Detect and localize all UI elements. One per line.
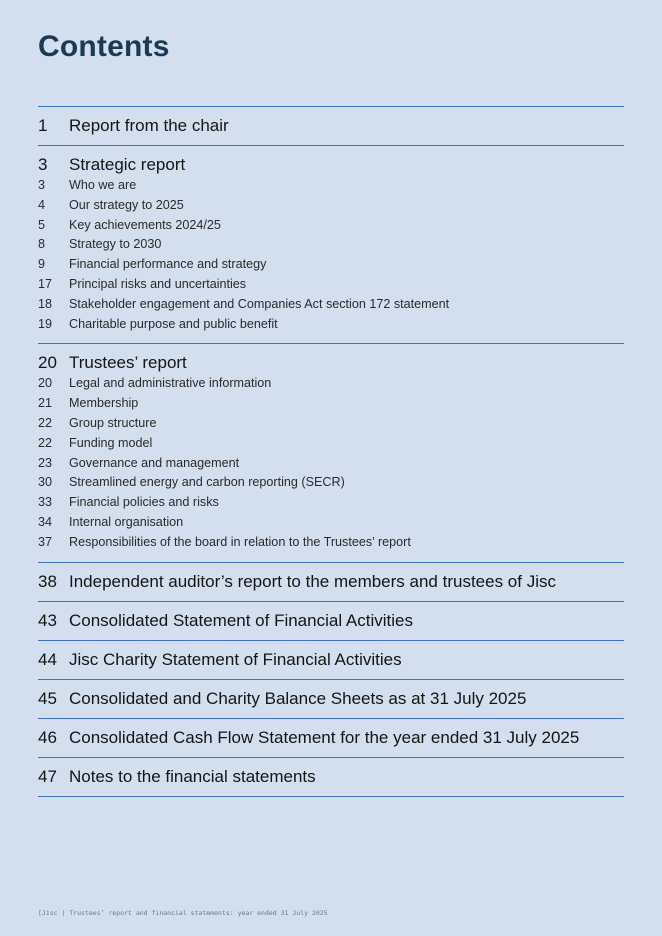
toc-section-heading[interactable] <box>38 352 624 373</box>
toc-subsection-item[interactable] <box>38 255 624 275</box>
subsection-title: Legal and administrative information <box>69 376 272 391</box>
section-title: Consolidated Cash Flow Statement for the year ended 31 July 2025 <box>69 727 580 747</box>
subsection-page-number: 3 <box>38 178 46 192</box>
toc-section-heading[interactable] <box>38 571 624 592</box>
toc-section-heading[interactable] <box>38 649 624 670</box>
toc-section <box>38 344 624 562</box>
toc-subsection-item[interactable] <box>38 176 624 196</box>
subsection-title: Key achievements 2024/25 <box>69 217 221 232</box>
section-page-number: 46 <box>38 727 57 747</box>
section-page-number: 20 <box>38 353 57 373</box>
toc-subsection-item[interactable] <box>38 235 624 255</box>
subsection-page-number: 22 <box>38 435 53 450</box>
subsection-page-number: 19 <box>38 316 53 331</box>
subsection-page-number: 20 <box>38 376 53 391</box>
subsection-title: Our strategy to 2025 <box>69 197 184 212</box>
toc-subsection-item[interactable] <box>38 533 624 553</box>
subsection-title: Charitable purpose and public benefit <box>69 316 278 331</box>
subsection-title: Group structure <box>69 415 157 430</box>
subsection-title: Strategy to 2030 <box>69 237 162 252</box>
section-title: Notes to the financial statements <box>69 766 316 786</box>
subsection-page-number: 17 <box>38 276 53 291</box>
subsection-page-number: 22 <box>38 415 53 430</box>
toc-section <box>38 758 624 797</box>
toc-subsection-item[interactable] <box>38 513 624 533</box>
toc-section <box>38 146 624 344</box>
toc-section <box>38 563 624 602</box>
section-title: Independent auditor’s report to the members and trustees of Jisc <box>69 571 556 591</box>
subsection-page-number: 33 <box>38 495 53 510</box>
toc-section <box>38 602 624 641</box>
section-page-number: 38 <box>38 571 57 591</box>
subsection-page-number: 18 <box>38 296 53 311</box>
toc-section <box>38 641 624 680</box>
subsection-title: Stakeholder engagement and Companies Act section 172 statement <box>69 296 450 311</box>
toc-subsection-list <box>38 176 624 334</box>
toc-section-heading[interactable] <box>38 727 624 748</box>
section-title: Jisc Charity Statement of Financial Activities <box>69 649 402 669</box>
table-of-contents <box>38 106 624 797</box>
subsection-page-number: 37 <box>38 534 53 549</box>
subsection-page-number: 21 <box>38 396 53 411</box>
toc-section-heading[interactable] <box>38 115 624 136</box>
toc-subsection-item[interactable] <box>38 473 624 493</box>
toc-section-heading[interactable] <box>38 610 624 631</box>
page-title: Contents <box>38 30 170 63</box>
section-page-number: 1 <box>38 116 48 135</box>
toc-subsection-item[interactable] <box>38 275 624 295</box>
toc-section <box>38 719 624 758</box>
toc-subsection-list <box>38 374 624 552</box>
toc-subsection-item[interactable] <box>38 216 624 236</box>
toc-subsection-item[interactable] <box>38 414 624 434</box>
toc-subsection-item[interactable] <box>38 374 624 394</box>
toc-section-heading[interactable] <box>38 766 624 787</box>
section-page-number: 45 <box>38 688 57 708</box>
subsection-title: Financial policies and risks <box>69 495 219 510</box>
toc-subsection-item[interactable] <box>38 196 624 216</box>
section-title: Trustees’ report <box>69 353 187 373</box>
subsection-title: Financial performance and strategy <box>69 257 267 272</box>
toc-subsection-item[interactable] <box>38 295 624 315</box>
section-page-number: 44 <box>38 649 57 669</box>
toc-section <box>38 107 624 146</box>
toc-subsection-item[interactable] <box>38 434 624 454</box>
subsection-title: Responsibilities of the board in relation to the Trustees’ report <box>69 534 411 549</box>
subsection-title: Principal risks and uncertainties <box>69 276 247 291</box>
section-page-number: 47 <box>38 766 57 786</box>
subsection-page-number: 8 <box>38 237 46 252</box>
toc-section-heading[interactable] <box>38 154 624 175</box>
subsection-page-number: 9 <box>38 257 46 272</box>
section-title: Consolidated and Charity Balance Sheets as at 31 July 2025 <box>69 688 527 708</box>
subsection-title: Internal organisation <box>69 514 184 529</box>
subsection-page-number: 5 <box>38 217 46 232</box>
subsection-title: Who we are <box>69 178 137 192</box>
section-title: Report from the chair <box>69 116 229 135</box>
toc-section-heading[interactable] <box>38 688 624 709</box>
section-page-number: 43 <box>38 610 57 630</box>
toc-subsection-item[interactable] <box>38 454 624 474</box>
subsection-title: Streamlined energy and carbon reporting (SECR) <box>69 475 345 490</box>
section-page-number: 3 <box>38 155 48 174</box>
toc-subsection-item[interactable] <box>38 315 624 335</box>
toc-subsection-item[interactable] <box>38 493 624 513</box>
page-footer: [Jisc | Trustees’ report and financial statements: year ended 31 July 2025 <box>38 909 328 917</box>
subsection-title: Membership <box>69 396 139 411</box>
toc-section <box>38 680 624 719</box>
toc-subsection-item[interactable] <box>38 394 624 414</box>
section-title: Consolidated Statement of Financial Activities <box>69 610 413 630</box>
section-title: Strategic report <box>69 155 186 174</box>
subsection-page-number: 23 <box>38 455 53 470</box>
subsection-title: Funding model <box>69 435 153 450</box>
subsection-page-number: 4 <box>38 197 46 212</box>
subsection-page-number: 30 <box>38 475 53 490</box>
subsection-page-number: 34 <box>38 514 53 529</box>
subsection-title: Governance and management <box>69 455 240 470</box>
